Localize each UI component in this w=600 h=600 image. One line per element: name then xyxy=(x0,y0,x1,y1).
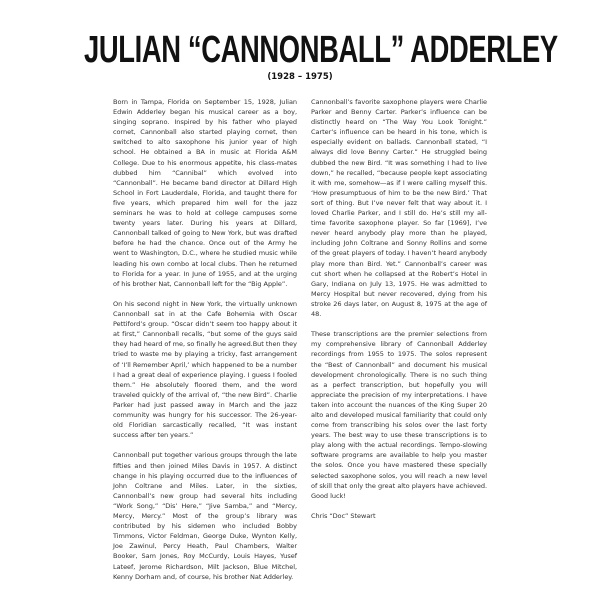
paragraph-influences: Cannonball’s favorite saxophone players were Charlie Parker and Benny Carter. Parker’s influence can be distinctly heard on “The Way You Look Tonight.” Carter’s influence can be heard in his tone, which is especially evident on ballads. Cannonball stated, “I always did love Benny Carter.” He struggled being dubbed the new Bird. “It was something I had to live down,” he recalled, “because people kept associating it with me, somehow—as if I were calling myself this. ‘How presumptuous of him to be the new Bird.’ That sort of thing. But I’ve never felt that way about it. I loved Charlie Parker, and I still do. He’s still my all-time favorite saxophone player. So far [1969], I’ve never heard anybody play more than he played, including John Coltrane and Sonny Rollins and some of the great players of today. I haven’t heard anybody play more than Bird. Yet.” Cannonball’s career was cut short when he collapsed at the Robert’s Hotel in Gary, Indiana on July 13, 1975. He was admitted to Mercy Hospital but never recovered, dying from his stroke 26 days later, on August 8, 1975 at the age of 48. xyxy=(311,98,487,318)
paragraph-transcriptions: These transcriptions are the premier selections from my comprehensive library of Cannonball Adderley recordings from 1955 to 1975. The solos represent the “Best of Cannonball” and document his musical development chronologically. There is no such thing as a perfect transcription, but hopefully you will appreciate the precision of my interpretations. I have taken into account the nuances of the King Super 20 alto and developed musical familiarity that could only come from transcribing his solos over the last forty years. The best way to use these transcriptions is to play along with the actual recordings. Tempo-slowing software programs are available to help you master the solos. Once you have mastered these specially selected saxophone solos, you will reach a new level of skill that only the great alto players have achieved. Good luck! xyxy=(311,330,487,500)
page-title: JULIAN “CANNONBALL” ADDERLEY xyxy=(83,29,558,71)
paragraph-early-life: Born in Tampa, Florida on September 15, 1928, Julian Edwin Adderley began his musical career as a boy, singing soprano. Inspired by his father who played cornet, Cannonball also started playing cornet, then switched to alto saxophone his junior year of high school. He obtained a BA in music at Florida A&M College. Due to his enormous appetite, his class-mates dubbed him “Cannibal” which evolved into “Cannonball”. He became band director at Dillard High School in Fort Lauderdale, Florida, and taught there for five years, which prepared him well for the jazz seminars he was to hold at college campuses some twenty years later. During his years at Dillard, Cannonball talked of going to New York, but was drafted before he had the chance. Once out of the Army he went to Washington, D.C., where he studied music while leading his own combo at local clubs. Then he returned to Florida for a year. In June of 1955, and at the urging of his brother Nat, Cannonball left for the “Big Apple”. xyxy=(113,98,297,288)
left-column xyxy=(113,97,297,592)
paragraph-new-york: On his second night in New York, the virtually unknown Cannonball sat in at the Cafe Bohemia with Oscar Pettiford’s group. “Oscar didn’t seem too happy about it at first,” Cannonball recalls, “but some of the guys said they had heard of me, so finally he agreed.But then they tried to waste me by playing a tricky, fast arrangement of ‘I’ll Remember April,’ which happened to be a number I had a great deal of experience playing. I guess I fooled them.” He absolutely floored them, and the word traveled quickly of the arrival of, “the new Bird”. Charlie Parker had just passed away in March and the jazz community was hungry for his successor. The 26-year-old Floridian sarcastically recalled, “It was instant success after ten years.” xyxy=(113,299,297,440)
author-signature: Chris “Doc” Stewart xyxy=(311,512,376,521)
paragraph-groups: Cannonball put together various groups through the late fifties and then joined Miles Davis in 1957. A distinct change in his playing occurred due to the influences of John Coltrane and Miles. Later, in the sixties, Cannonball’s new group had several hits including “Work Song,” “Dis’ Here,” “Jive Samba,” and “Mercy, Mercy, Mercy.” Most of the group’s library was contributed by his sidemen who included Bobby Timmons, Victor Feldman, George Duke, Wynton Kelly, Joe Zawinul, Percy Heath, Paul Chambers, Walter Booker, Sam Jones, Roy McCurdy, Louis Hayes, Yusef Lateef, Jerome Richardson, Milt Jackson, Blue Mitchel, Kenny Dorham and, of course, his brother Nat Adderley. xyxy=(113,451,297,581)
right-column xyxy=(311,97,487,531)
life-dates: (1928 – 1975) xyxy=(267,72,333,82)
